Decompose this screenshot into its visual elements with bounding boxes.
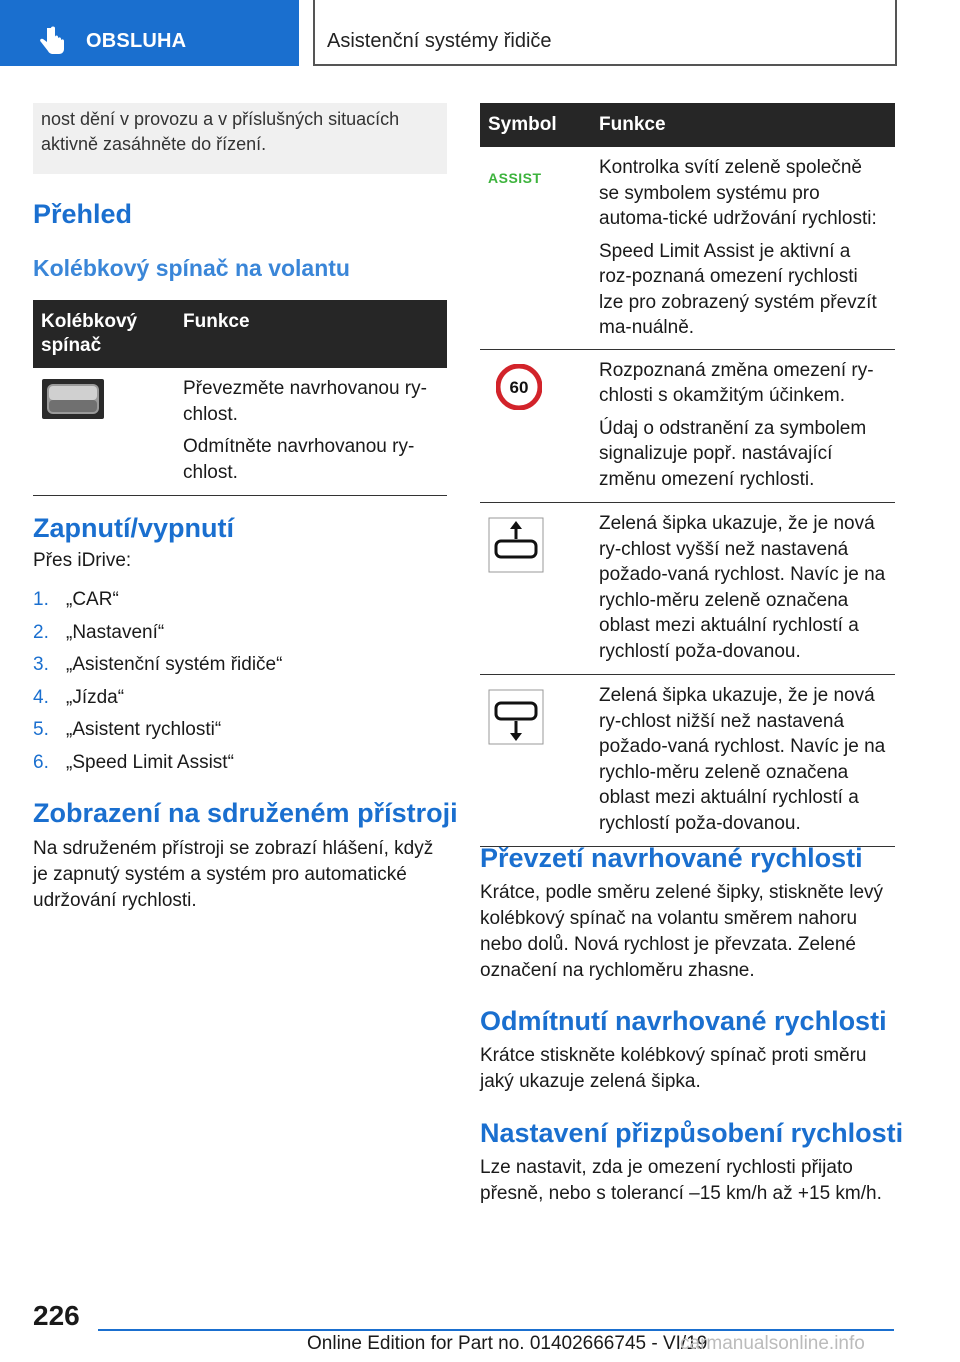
chapter-title: Asistenční systémy řidiče [327,30,552,52]
section-tab-label: OBSLUHA [86,30,187,52]
table-row [480,503,895,675]
overview-heading: Přehled [33,199,133,229]
list-item: 1. „CAR“ [33,589,119,610]
list-item: 6. „Speed Limit Assist“ [33,751,234,773]
rocker-col-header: Kolébkový spínač [33,300,175,368]
watermark: carmanualsonline.info [680,1333,865,1354]
function-col-header: Funkce [175,300,447,368]
speed-limit-value: 60 [509,377,529,397]
list-item: 3. „Asistenční systém řidiče“ [33,654,283,675]
accept-heading: Převzetí navrhované rychlosti [480,843,863,873]
accept-text: Krátce, podle směru zelené šipky, stiskněte levý kolébkový spínač na volantu směrem nahoru nebo dolů. Nová rychlost je převzata. Zelené označení na rychloměru zhasne. [480,882,884,981]
rocker-accept-text: Převezměte navrhovanou ry-chlost. [183,378,427,425]
edition-text: Online Edition for Part no. 01402666745 - VI/19 [307,1333,708,1354]
idrive-steps [33,584,447,779]
arrow-up-speed-icon [488,517,544,573]
rocker-table [33,300,447,496]
table-row [480,675,895,847]
arrow-down-speed-icon [488,689,544,745]
arrow-up-text: Zelená šipka ukazuje, že je nová ry-chlost vyšší než nastavená požado-vaná rychlost. Navíc je na rychlo-měru zeleně označena oblast mezi aktuální rychlostí a rychlostí poža-dovanou. [599,513,886,662]
onoff-heading: Zapnutí/vypnutí [33,513,234,543]
table-row [480,349,895,503]
footer-rule [98,1329,894,1331]
list-item: 4. „Jízda“ [33,686,125,708]
list-item: 2. „Nastavení“ [33,621,165,643]
rocker-reject-text: Odmítněte navrhovanou ry-chlost. [183,436,415,483]
adjust-text: Lze nastavit, zda je omezení rychlosti přijato přesně, nebo s tolerancí –15 km/h až +15 km/h. [480,1157,882,1204]
rocker-switch-icon [41,378,105,420]
reject-text: Krátce stiskněte kolébkový spínač proti směru jaký ukazuje zelená šipka. [480,1045,867,1092]
symbol-table [480,103,895,847]
warning-note-continuation: nost dění v provozu a v příslušných situacích aktivně zasáhněte do řízení. [33,103,447,174]
rocker-heading: Kolébkový spínač na volantu [33,255,350,281]
cluster-heading: Zobrazení na sdruženém přístroji [33,798,458,828]
speed-limit-sign-icon [496,364,542,410]
adjust-heading: Nastavení přizpůsobení rychlosti [480,1118,904,1148]
assist-line-2: Speed Limit Assist je aktivní a roz-poznaná omezení rychlosti lze pro zobrazený systém převzít ma-nuálně. [599,240,877,338]
reject-heading: Odmítnutí navrhované rychlosti [480,1006,887,1036]
section-tab[interactable] [0,0,299,66]
chapter-header [313,0,897,66]
hand-pointer-icon [38,26,66,56]
table-row [33,368,447,496]
cluster-text: Na sdruženém přístroji se zobrazí hlášení, když je zapnutý systém a systém pro automatické udržování rychlosti. [33,838,434,911]
function-col-header: Funkce [591,103,895,147]
speed-sign-line-1: Rozpoznaná změna omezení ry-chlosti s okamžitým účinkem. [599,359,874,406]
speed-sign-line-2: Údaj o odstranění za symbolem signalizuje popř. nastávající změnu omezení rychlosti. [599,417,867,490]
assist-indicator-icon: ASSIST [488,170,542,186]
table-row [480,147,895,349]
arrow-down-text: Zelená šipka ukazuje, že je nová ry-chlost nižší než nastavená požado-vaná rychlost. Navíc je na rychlo-měru zeleně označena oblast mezi aktuální rychlostí a rychlostí poža-dovanou. [599,685,886,834]
list-item: 5. „Asistent rychlosti“ [33,719,222,740]
symbol-col-header: Symbol [480,103,591,147]
onoff-intro: Přes iDrive: [33,550,132,571]
page-number: 226 [33,1300,80,1331]
assist-line-1: Kontrolka svítí zeleně společně se symbolem systému pro automa-tické udržování rychlosti: [599,157,877,229]
